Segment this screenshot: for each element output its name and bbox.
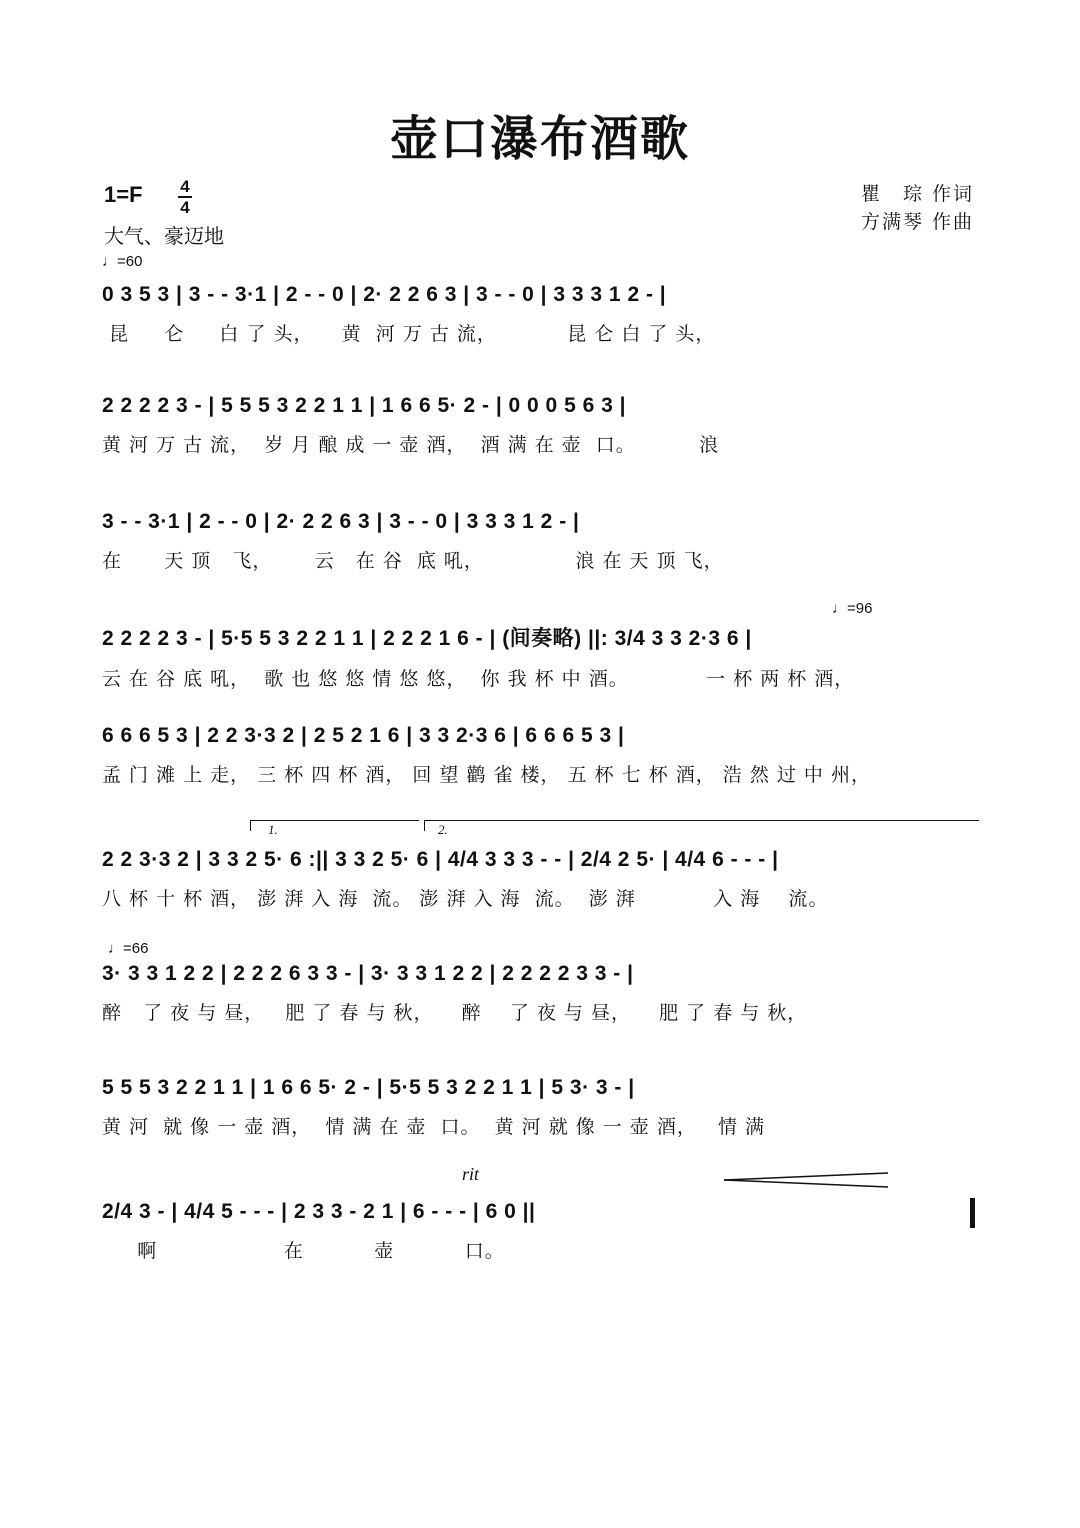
notation-line: 2/4 3 - | 4/4 5 - - - | 2 3 3 - 2 1 | 6 - - - | 6 0 || bbox=[102, 1200, 536, 1223]
ritardando-mark: rit bbox=[462, 1164, 480, 1184]
lyric-line: 在 天 顶 飞， 云 在 谷 底 吼， 浪 在 天 顶 飞， bbox=[102, 550, 724, 572]
time-signature-top: 4 bbox=[180, 177, 190, 196]
lyricist: 瞿 琮 作词 bbox=[860, 183, 974, 205]
credits bbox=[861, 180, 974, 236]
key-signature: 1=F bbox=[104, 182, 143, 207]
notation-line: 2 2 2 2 3 - | 5·5 5 3 2 2 1 1 | 2 2 2 1 6 - | (间奏略) ||: 3/4 3 3 2·3 6 | bbox=[102, 627, 752, 650]
volta-bracket-2 bbox=[424, 820, 979, 831]
lyric-line: 昆 仑 白 了 头， 黄 河 万 古 流， 昆 仑 白 了 头， bbox=[102, 323, 716, 345]
lyric-line: 黄 河 万 古 流， 岁 月 酿 成 一 壶 酒， 酒 满 在 壶 口。 浪 bbox=[102, 434, 720, 456]
lyric-line: 醉 了 夜 与 昼， 肥 了 春 与 秋， 醉 了 夜 与 昼， 肥 了 春 与 秋， bbox=[102, 1002, 808, 1024]
time-signature-bottom: 4 bbox=[180, 198, 190, 217]
score-system-9 bbox=[102, 1200, 980, 1263]
lyric-line: 啊 在 壶 口。 bbox=[102, 1240, 505, 1262]
lyric-line: 八 杯 十 杯 酒， 澎 湃 入 海 流。 澎 湃 入 海 流。 澎 湃 入 海 流。 bbox=[102, 888, 829, 910]
score-system-8 bbox=[102, 1076, 980, 1139]
score-system-7 bbox=[102, 962, 980, 1025]
expression-marking: 大气、豪迈地 bbox=[104, 224, 224, 248]
song-title: 壶口瀑布酒歌 bbox=[389, 111, 690, 167]
tempo-mark-60: ♩=60 bbox=[102, 253, 143, 270]
notation-line: 3 - - 3·1 | 2 - - 0 | 2· 2 2 6 3 | 3 - - 0 | 3 3 3 1 2 - | bbox=[102, 510, 580, 533]
composer: 方满琴 作曲 bbox=[860, 211, 974, 233]
notation-line: 5 5 5 3 2 2 1 1 | 1 6 6 5· 2 - | 5·5 5 3 2 2 1 1 | 5 3· 3 - | bbox=[102, 1076, 635, 1099]
score-system-1 bbox=[102, 283, 980, 346]
tempo-mark-66: ♩=66 bbox=[108, 940, 149, 957]
notation-line: 3· 3 3 1 2 2 | 2 2 2 6 3 3 - | 3· 3 3 1 2 2 | 2 2 2 2 3 3 - | bbox=[102, 962, 634, 985]
score-system-5 bbox=[102, 724, 980, 787]
notation-line: 2 2 2 2 3 - | 5 5 5 3 2 2 1 1 | 1 6 6 5· 2 - | 0 0 0 5 6 3 | bbox=[102, 394, 626, 417]
notation-line: 2 2 3·3 2 | 3 3 2 5· 6 :|| 3 3 2 5· 6 | 4/4 3 3 3 - - | 2/4 2 5· | 4/4 6 - - - | bbox=[102, 848, 779, 871]
crescendo-hairpin bbox=[722, 1170, 892, 1190]
score-system-6 bbox=[102, 848, 980, 911]
hairpin-upper bbox=[724, 1173, 888, 1180]
score-system-3 bbox=[102, 510, 980, 573]
time-signature bbox=[178, 178, 192, 216]
notation-line: 6 6 6 5 3 | 2 2 3·3 2 | 2 5 2 1 6 | 3 3 2·3 6 | 6 6 6 5 3 | bbox=[102, 724, 625, 747]
hairpin-lower bbox=[724, 1180, 888, 1187]
volta-label-2: 2. bbox=[438, 822, 448, 837]
volta-label-1: 1. bbox=[268, 822, 278, 837]
lyric-line: 黄 河 就 像 一 壶 酒， 情 满 在 壶 口。 黄 河 就 像 一 壶 酒， 情 满 bbox=[102, 1116, 766, 1138]
lyric-line: 云 在 谷 底 吼， 歌 也 悠 悠 情 悠 悠， 你 我 杯 中 酒。 一 杯 两 杯 酒， bbox=[102, 668, 855, 690]
lyric-line: 孟 门 滩 上 走， 三 杯 四 杯 酒， 回 望 鹳 雀 楼， 五 杯 七 杯 酒， 浩 然 过 中 州， bbox=[102, 764, 871, 786]
tempo-mark-96: ♩=96 bbox=[832, 600, 873, 617]
score-system-2 bbox=[102, 394, 980, 457]
final-barline bbox=[970, 1198, 975, 1228]
notation-line: 0 3 5 3 | 3 - - 3·1 | 2 - - 0 | 2· 2 2 6 3 | 3 - - 0 | 3 3 3 1 2 - | bbox=[102, 283, 667, 306]
score-system-4 bbox=[102, 622, 980, 691]
